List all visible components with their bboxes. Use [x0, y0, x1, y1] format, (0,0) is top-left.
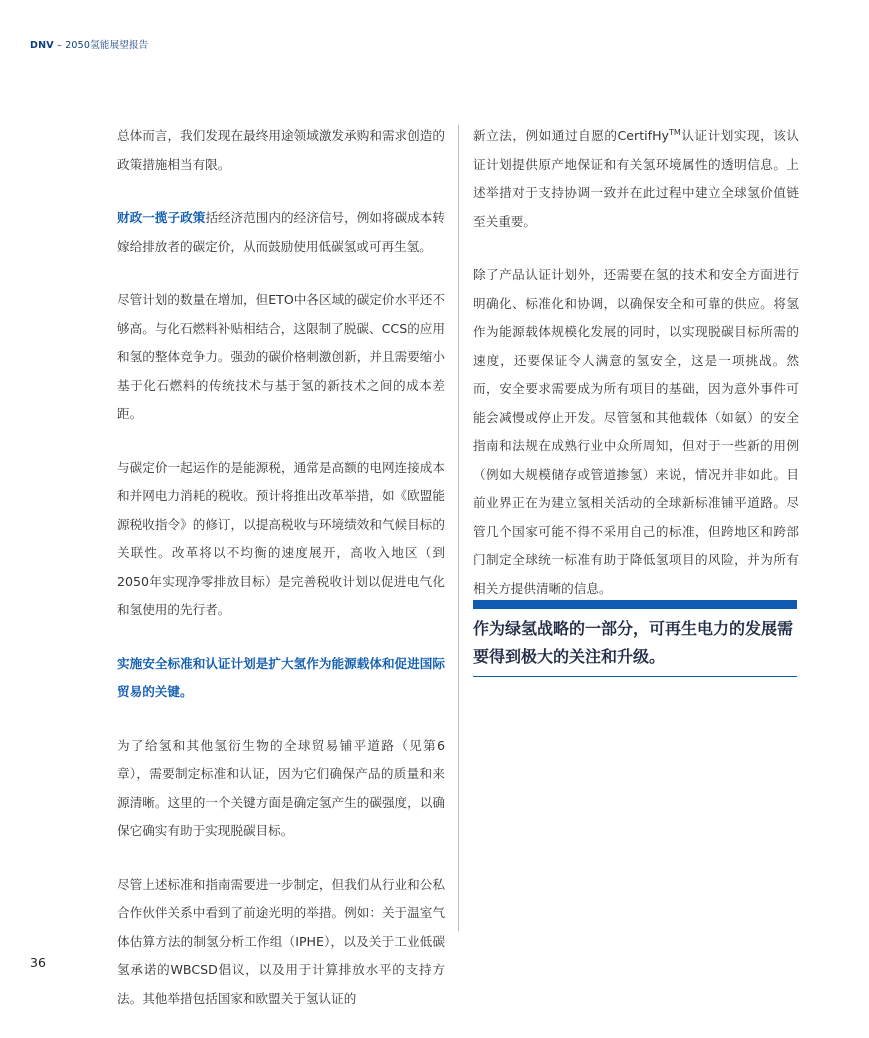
pull-quote: 作为绿氢战略的一部分，可再生电力的发展需要得到极大的关注和升级。 — [473, 619, 794, 666]
paragraph: 除了产品认证计划外，还需要在氢的技术和安全方面进行明确化、标准化和协调，以确保安全和可靠的供应。将氢作为能源载体规模化发展的同时，以实现脱碳目标所需的速度，还要保证令人满意的氢安全，这是一项挑战。然而，安全要求需要成为所有项目的基础，因为意外事件可能会减慢或停止开发。尽管氢和其他载体（如氨）的安全指南和法规在成熟行业中众所周知，但对于一些新的用例（例如大规模储存或管道掺氢）来说，情况并非如此。目前业界正在为建立氢相关活动的全球新标准铺平道路。尽管几个国家可能不得不采用自己的标准，但跨地区和跨部门制定全球统一标准有助于降低氢项目的风险，并为所有相关方提供清晰的信息。 — [473, 267, 799, 596]
running-header — [30, 37, 148, 51]
paragraph: 尽管计划的数量在增加，但ETO中各区域的碳定价水平还不够高。与化石燃料补贴相结合，这限制了脱碳、CCS的应用和氢的整体竞争力。强劲的碳价格刺激创新，并且需要缩小基于化石燃料的传统技术与基于氢的新技术之间的成本差距。 — [117, 292, 445, 421]
paragraph-text: 认证计划实现，该认证计划提供原产地保证和有关氢环境属性的透明信息。上述举措对于支持协调一致并在此过程中建立全球氢价值链至关重要。 — [473, 128, 800, 229]
left-column — [117, 122, 445, 1038]
column-divider — [458, 125, 459, 931]
paragraph-text: 新立法，例如通过自愿的CertifHy — [473, 128, 669, 143]
paragraph-text: 括经济范围内的经济信号，例如将碳成本转嫁给排放者的碳定价，从而鼓励使用低碳氢或可再生氢。 — [117, 210, 446, 254]
paragraph: 总体而言，我们发现在最终用途领域激发承购和需求创造的政策措施相当有限。 — [117, 128, 445, 172]
highlight-term: 财政一揽子政策 — [117, 210, 206, 225]
paragraph — [473, 122, 799, 236]
section-heading: 实施安全标准和认证计划是扩大氢作为能源载体和促进国际贸易的关键。 — [117, 655, 445, 699]
paragraph: 为了给氢和其他氢衍生物的全球贸易铺平道路（见第6章），需要制定标准和认证，因为它们确保产品的质量和来源清晰。这里的一个关键方面是确定氢产生的碳强度，以确保它确实有助于实现脱碳目标。 — [117, 737, 445, 838]
header-separator: – — [53, 40, 66, 51]
report-title: 2050氢能展望报告 — [65, 40, 149, 51]
callout-top-bar — [473, 600, 797, 609]
page-number: 36 — [30, 955, 46, 970]
brand-name: DNV — [30, 40, 54, 51]
paragraph — [117, 204, 445, 261]
trademark-sup: TM — [669, 127, 681, 137]
callout-bottom-rule — [473, 676, 797, 677]
paragraph: 与碳定价一起运作的是能源税，通常是高额的电网连接成本和并网电力消耗的税收。预计将推出改革举措，如《欧盟能源税收指令》的修订，以提高税收与环境绩效和气候目标的关联性。改革将以不均衡的速度展开，高收入地区（到2050年实现净零排放目标）是完善税收计划以促进电气化和氢使用的先行者。 — [117, 459, 445, 617]
paragraph: 尽管上述标准和指南需要进一步制定，但我们从行业和公私合作伙伴关系中看到了前途光明的举措。例如：关于温室气体估算方法的制氢分析工作组（IPHE），以及关于工业低碳氢承诺的WBCSD倡议，以及用于计算排放水平的支持方法。其他举措包括国家和欧盟关于氢认证的 — [117, 876, 445, 1006]
right-column — [473, 122, 799, 628]
